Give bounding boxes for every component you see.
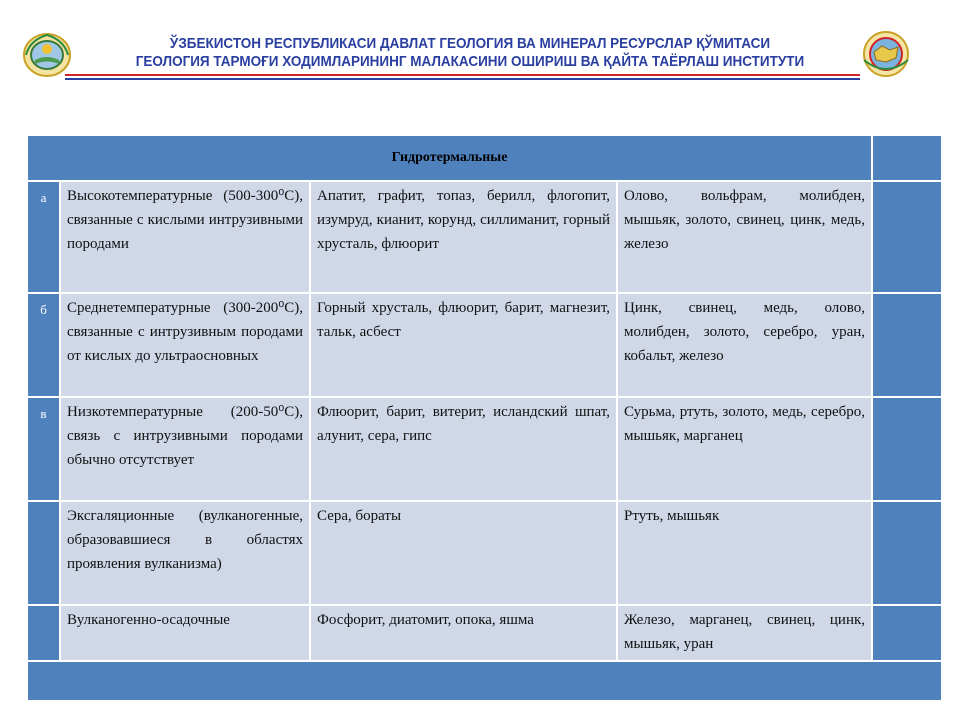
blank-cell — [872, 181, 942, 293]
header-title-line-2: ГЕОЛОГИЯ ТАРМОҒИ ХОДИМЛАРИНИНГ МАЛАКАСИНИ ОШИРИШ ВА ҚАЙТА ТАЁРЛАШ ИНСТИТУТИ — [135, 53, 805, 70]
blank-cell — [872, 397, 942, 501]
metal-minerals-cell: Железо, марганец, свинец, цинк, мышьяк, уран — [617, 605, 872, 661]
table-row — [27, 397, 942, 501]
metal-minerals-cell: Ртуть, мышьяк — [617, 501, 872, 605]
metal-minerals-cell: Цинк, свинец, медь, олово, молибден, золото, серебро, уран, кобальт, железо — [617, 293, 872, 397]
row-index: в — [27, 397, 60, 501]
table-row — [27, 501, 942, 605]
table-footer-row — [27, 661, 942, 700]
header-title-line-1: ЎЗБЕКИСТОН РЕСПУБЛИКАСИ ДАВЛАТ ГЕОЛОГИЯ ВА МИНЕРАЛ РЕСУРСЛАР ҚЎМИТАСИ — [169, 35, 771, 52]
blank-cell — [872, 605, 942, 661]
nonmetal-minerals-cell: Флюорит, барит, витерит, исландский шпат, алунит, сера, гипс — [310, 397, 617, 501]
slide-header — [0, 0, 960, 90]
deposit-type-cell: Высокотемпературные (500-300⁰С), связанные с кислыми интрузивными породами — [60, 181, 310, 293]
nonmetal-minerals-cell: Фосфорит, диатомит, опока, яшма — [310, 605, 617, 661]
table-row — [27, 605, 942, 661]
table-row — [27, 181, 942, 293]
deposit-type-cell: Вулканогенно-осадочные — [60, 605, 310, 661]
table-header-blank — [872, 135, 942, 181]
metal-minerals-cell: Сурьма, ртуть, золото, медь, серебро, мышьяк, марганец — [617, 397, 872, 501]
nonmetal-minerals-cell: Сера, бораты — [310, 501, 617, 605]
header-rule-red — [65, 74, 860, 76]
nonmetal-minerals-cell: Апатит, графит, топаз, берилл, флогопит, изумруд, кианит, корунд, силлиманит, горный хрусталь, флюорит — [310, 181, 617, 293]
metal-minerals-cell: Олово, вольфрам, молибден, мышьяк, золото, свинец, цинк, медь, железо — [617, 181, 872, 293]
row-index — [27, 605, 60, 661]
deposit-type-cell: Среднетемпературные (300-200⁰С), связанные с интрузивным породами от кислых до ультраосновных — [60, 293, 310, 397]
table-row — [27, 293, 942, 397]
deposit-table — [26, 134, 943, 700]
row-index: а — [27, 181, 60, 293]
table-header-row — [27, 135, 942, 181]
deposit-type-cell: Эксгаляционные (вулканогенные, образовавшиеся в областях проявления вулканизма) — [60, 501, 310, 605]
deposit-table-wrap — [26, 134, 941, 700]
institute-emblem-icon — [858, 30, 914, 78]
row-index — [27, 501, 60, 605]
blank-cell — [872, 501, 942, 605]
blank-cell — [872, 293, 942, 397]
deposit-type-cell: Низкотемпературные (200-50⁰С), связь с интрузивными породами обычно отсутствует — [60, 397, 310, 501]
row-index: б — [27, 293, 60, 397]
table-footer — [27, 661, 942, 700]
nonmetal-minerals-cell: Горный хрусталь, флюорит, барит, магнезит, тальк, асбест — [310, 293, 617, 397]
table-heading: Гидротермальные — [27, 135, 872, 181]
state-emblem-icon — [22, 32, 72, 78]
header-rule-blue — [65, 78, 860, 80]
